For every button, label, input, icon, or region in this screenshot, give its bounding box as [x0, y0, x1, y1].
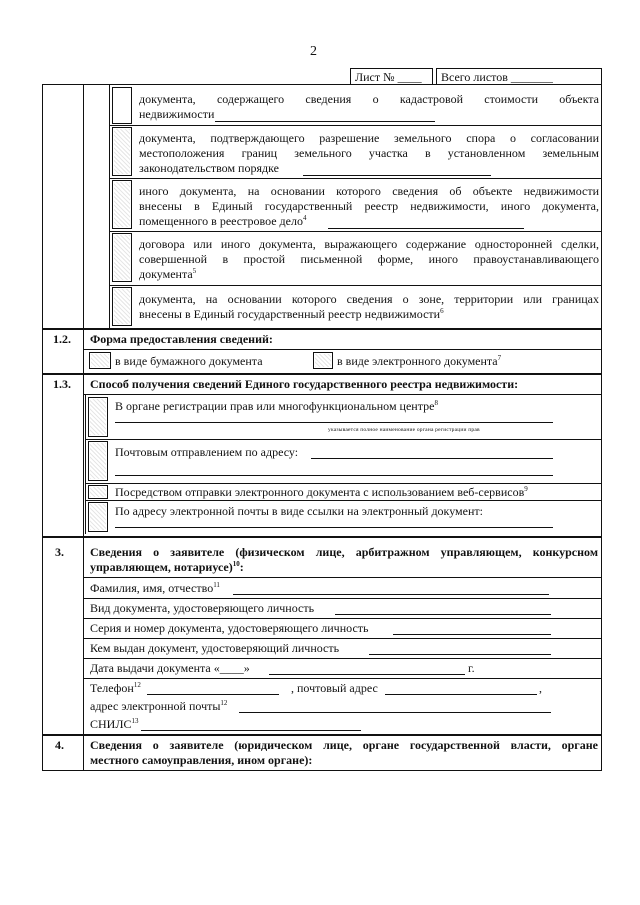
doc-option-text: недвижимости — [139, 107, 215, 121]
phone-label: Телефон$^{12}$ — [90, 681, 141, 695]
doc-option-text: внесены в Единый государственный реестр недвижимости, иного документа, — [139, 199, 599, 213]
total-sheets-label: Всего листов — [441, 70, 508, 84]
doc-option-text: внесены в Единый государственный реестр недвижимости$^6$ — [139, 307, 444, 321]
checkbox-cadastral-value[interactable] — [112, 87, 132, 124]
doc-option-text: договора или иного документа, выражающего содержание односторонней сделки, — [139, 237, 599, 251]
section-title: Способ получения сведений Единого государственного реестра недвижимости: — [90, 377, 519, 391]
doc-option-text: совершенной в простой письменной форме, иного правоустанавливающего — [139, 252, 599, 266]
id-doc-type-label: Вид документа, удостоверяющего личность — [90, 601, 315, 615]
issued-by-field[interactable] — [369, 654, 551, 655]
email-field[interactable] — [239, 712, 551, 713]
checkbox-post[interactable] — [88, 441, 108, 481]
email-link-field[interactable] — [115, 527, 553, 528]
postal-address-field[interactable] — [385, 694, 537, 695]
section-title-2: управляющем, нотариусе)$^{10}$: — [90, 560, 244, 574]
doc-option-text: помещенного в реестровое дело$^4$ — [139, 214, 307, 228]
snils-label: СНИЛС$^{13}$ — [90, 717, 139, 731]
id-doc-number-label: Серия и номер документа, удостоверяющего личность — [90, 621, 369, 635]
checkbox-in-office[interactable] — [88, 397, 108, 437]
checkbox-zone-boundaries[interactable] — [112, 287, 132, 326]
paper-option-label: в виде бумажного документа — [115, 354, 263, 368]
snils-field[interactable] — [141, 730, 361, 731]
electronic-option-label: в виде электронного документа$^7$ — [337, 354, 502, 368]
section-number: 1.3. — [53, 377, 71, 391]
checkbox-electronic[interactable] — [313, 352, 333, 369]
checkbox-registry-file[interactable] — [112, 180, 132, 229]
email-link-label: По адресу электронной почты в виде ссылки на электронный документ: — [115, 504, 483, 518]
sheet-number-box: Лист № ____ — [350, 68, 433, 85]
section-title-2: местного самоуправления, ином органе): — [90, 753, 313, 767]
doc-option-text: иного документа, на основании которого сведения об объекте недвижимости — [139, 184, 599, 198]
doc-option-text: местоположения границ земельного участка в установленном земельным — [139, 146, 599, 160]
id-doc-type-field[interactable] — [335, 614, 551, 615]
id-doc-number-field[interactable] — [393, 634, 551, 635]
checkbox-paper[interactable] — [89, 352, 111, 369]
year-suffix: г. — [468, 661, 475, 675]
doc-option-text: документа, содержащего сведения о кадастровой стоимости объекта — [139, 92, 599, 106]
section-title: Сведения о заявителе (юридическом лице, органе государственной власти, органе — [90, 738, 598, 752]
post-address-field-2[interactable] — [115, 475, 553, 476]
checkbox-email-link[interactable] — [88, 502, 108, 532]
number-column-divider — [83, 85, 84, 770]
issue-date-field[interactable] — [269, 674, 465, 675]
section-number: 1.2. — [53, 332, 71, 346]
issue-date-label: Дата выдачи документа «____» — [90, 661, 250, 675]
phone-field[interactable] — [147, 694, 279, 695]
section-title: Сведения о заявителе (физическом лице, арбитражном управляющем, конкурсном — [90, 545, 598, 559]
indent-divider — [109, 85, 110, 328]
section-title: Форма предоставления сведений: — [90, 332, 273, 346]
web-service-label: Посредством отправки электронного документа с использованием веб-сервисов$^9$ — [115, 485, 528, 499]
postal-address-label: , почтовый адрес — [291, 681, 378, 695]
section-number: 4. — [55, 738, 64, 752]
issued-by-label: Кем выдан документ, удостоверяющий личность — [90, 641, 340, 655]
checkbox-land-dispute[interactable] — [112, 127, 132, 176]
full-name-label: Фамилия, имя, отчество$^{11}$ — [90, 581, 220, 595]
full-name-field[interactable] — [233, 594, 549, 595]
checkbox-web-service[interactable] — [88, 485, 108, 499]
total-sheets-box: Всего листов _______ — [436, 68, 602, 85]
page-number: 2 — [310, 44, 317, 59]
doc-option-text: документа$^5$ — [139, 267, 197, 281]
email-label: адрес электронной почты$^{12}$ — [90, 699, 228, 713]
doc-option-text: законодательством порядке — [139, 161, 279, 175]
sheet-number-label: Лист № — [355, 70, 395, 84]
post-address-field[interactable] — [311, 458, 553, 459]
receive-in-office-label: В органе регистрации прав или многофункциональном центре$^8$ — [115, 399, 438, 413]
section-number: 3. — [55, 545, 64, 559]
office-hint: указывается полное наименование органа регистрации прав — [328, 427, 480, 433]
doc-option-text: документа, подтверждающего разрешение земельного спора о согласовании — [139, 131, 599, 145]
form-table: документа, содержащего сведения о кадастровой стоимости объекта недвижимости документа, подтверждающего разрешение земельного спора о согласовании местоположения границ земельного участка в установленном земельным законодательством порядке иного документа, на основании которого сведения об объекте недвижимости внесены в Единый государственный реестр недвижимости, иного документа, помещенного в реестровое дело$^4$ договора или иного документа, выражающего содержание односторонней сделки, совершенной в простой письменной форме, иного правоустанавливающего документа$^5$ документа, на основании которого сведения о зоне, территории или границах внесены в Единый государственный реестр недвижимости$^6$ 1.2. Форма предоставления сведений: в виде бумажного документа в виде электронного документа$^7$ 1.3. Способ получения сведений Единого государственного реестра недвижимости: В органе регистрации прав или многофункциональном центре$^8$ указывается полное наименование органа регистрации прав Почтовым отправлением по адресу: Посредством отправки электронного документа с использованием веб-сервисов$^9$ По адресу электронной почты в виде ссылки на электронный документ: 3. Сведения о заявителе (физическом лице, арбитражном управляющем, конкурсном управляющем, нотариусе)$^{10}$: Фамилия, имя, отчество$^{11}$ Вид документа, удостоверяющего личность Серия и номер документа, удостоверяющего личность Кем выдан документ, удостоверяющий личность Дата выдачи документа «____» г. Телефон$^{12}$ , почтовый адрес , адрес электронной почты$^{12}$ СНИЛС$^{13}$ 4. Сведения о заявителе (юридическом лице, органе государственной власти, органе местного самоуправления, ином органе): — [42, 84, 602, 771]
receive-by-post-label: Почтовым отправлением по адресу: — [115, 445, 299, 459]
doc-option-text: документа, на основании которого сведения о зоне, территории или границах — [139, 292, 599, 306]
checkbox-unilateral-deal[interactable] — [112, 233, 132, 282]
